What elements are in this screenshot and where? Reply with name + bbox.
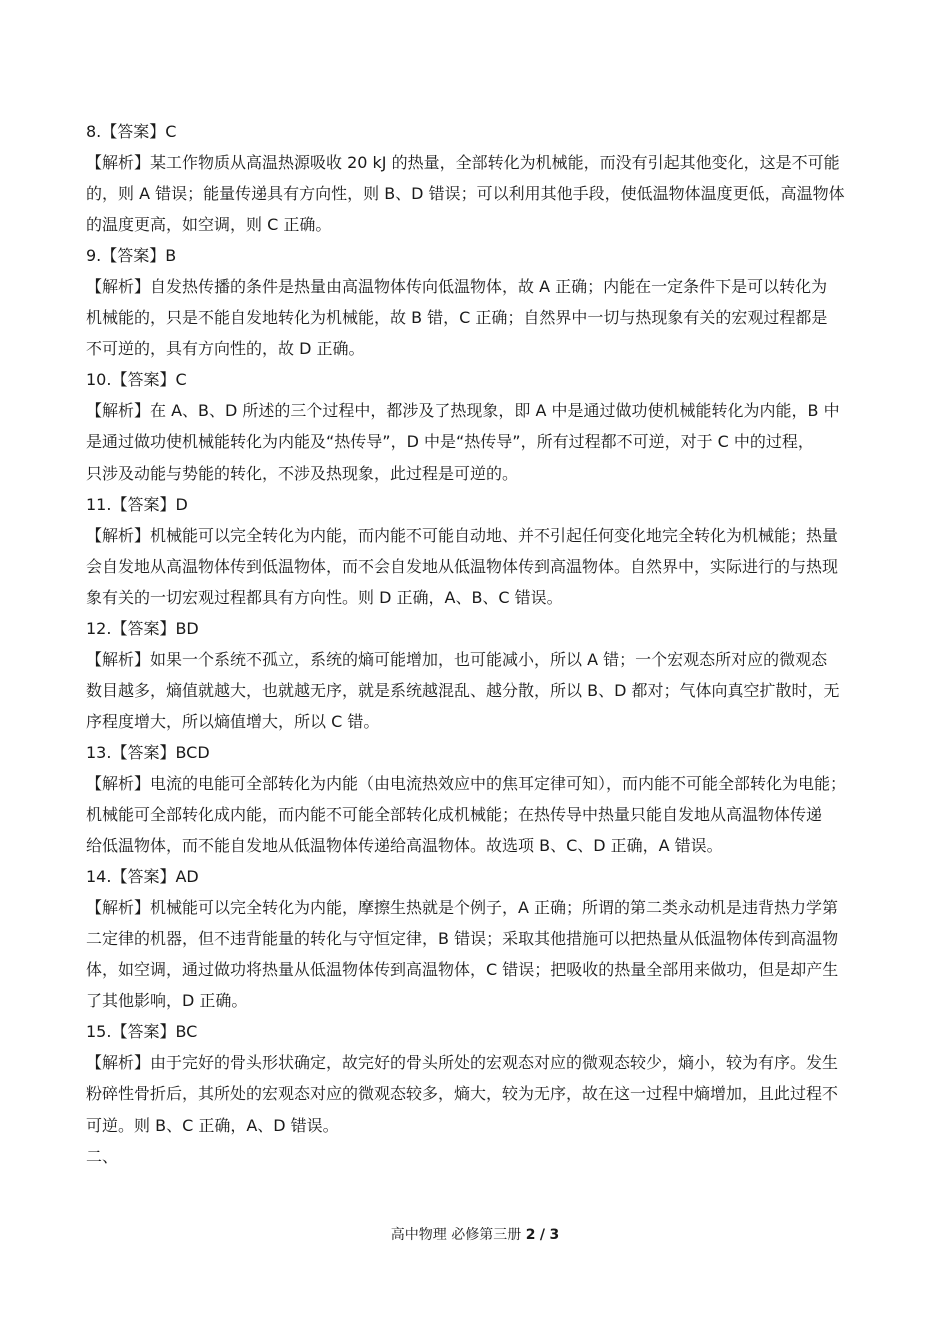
analysis-line: 机械能的，只是不能自发地转化为机械能，故 B 错，C 正确；自然界中一切与热现象有关的宏观过程都是 — [86, 308, 828, 328]
analysis-line: 二定律的机器，但不违背能量的转化与守恒定律，B 错误；采取其他措施可以把热量从低温物体传到高温物 — [86, 929, 839, 949]
analysis-line: 体，如空调，通过做功将热量从低温物体传到高温物体，C 错误；把吸收的热量全部用来做功，但是却产生 — [86, 960, 839, 980]
footer-page-separator: / — [539, 1227, 546, 1243]
answer-item — [86, 116, 878, 240]
answer-line: 8.【答案】C — [86, 122, 177, 141]
answer-item — [86, 737, 878, 861]
analysis-line: 的温度更高，如空调，则 C 正确。 — [86, 215, 332, 235]
analysis-line: 【解析】电流的电能可全部转化为内能（由电流热效应中的焦耳定律可知），而内能不可能全部转化为电能； — [86, 773, 847, 793]
answer-item — [86, 613, 878, 737]
answer-item — [86, 489, 878, 613]
analysis-line: 会自发地从高温物体传到低温物体，而不会自发地从低温物体传到高温物体。自然界中，实际进行的与热现 — [86, 556, 839, 576]
analysis-line: 是通过做功使机械能转化为内能及“热传导”，D 中是“热传导”，所有过程都不可逆，对于 C 中的过程， — [86, 432, 814, 452]
answer-line: 14.【答案】AD — [86, 867, 199, 887]
analysis-line: 给低温物体，而不能自发地从低温物体传递给高温物体。故选项 B、C、D 正确，A 错误。 — [86, 836, 723, 856]
analysis-line: 了其他影响，D 正确。 — [86, 991, 248, 1011]
analysis-line: 的，则 A 错误；能量传递具有方向性，则 B、D 错误；可以利用其他手段，使低温物体温度更低，高温物体 — [86, 184, 845, 204]
analysis-line: 粉碎性骨折后，其所处的宏观态对应的微观态较多，熵大，较为无序，故在这一过程中熵增加，且此过程不 — [86, 1084, 839, 1104]
analysis-line: 【解析】机械能可以完全转化为内能，摩擦生热就是个例子，A 正确；所谓的第二类永动机是违背热力学第 — [86, 898, 839, 918]
answer-line: 13.【答案】BCD — [86, 742, 210, 762]
analysis-line: 象有关的一切宏观过程都具有方向性。则 D 正确，A、B、C 错误。 — [86, 587, 563, 607]
answer-item — [86, 240, 878, 364]
answer-item — [86, 364, 878, 488]
analysis-line: 机械能可全部转化成内能，而内能不可能全部转化成机械能；在热传导中热量只能自发地从高温物体传递 — [86, 805, 823, 825]
analysis-line: 【解析】机械能可以完全转化为内能，而内能不可能自动地、并不引起任何变化地完全转化为机械能；热量 — [86, 525, 839, 545]
answer-item — [86, 1016, 878, 1140]
answer-item — [86, 861, 878, 1016]
footer-title: 高中物理 必修第三册 — [390, 1227, 522, 1243]
analysis-line: 可逆。则 B、C 正确，A、D 错误。 — [86, 1115, 339, 1135]
analysis-line: 不可逆的，具有方向性的，故 D 正确。 — [86, 339, 365, 359]
answer-content — [86, 116, 878, 1172]
analysis-line: 【解析】自发热传播的条件是热量由高温物体传向低温物体，故 A 正确；内能在一定条件下是可以转化为 — [86, 277, 828, 297]
answer-line: 12.【答案】BD — [86, 618, 199, 638]
answer-line: 15.【答案】BC — [86, 1022, 198, 1042]
analysis-line: 只涉及动能与势能的转化，不涉及热现象，此过程是可逆的。 — [86, 463, 519, 483]
answer-line: 9.【答案】B — [86, 246, 177, 266]
page-footer — [0, 1222, 950, 1248]
analysis-line: 数目越多，熵值就越大，也就越无序，就是系统越混乱、越分散，所以 B、D 都对；气体向真空扩散时，无 — [86, 680, 840, 700]
footer-page-current: 2 — [525, 1227, 536, 1243]
analysis-line: 【解析】在 A、B、D 所述的三个过程中，都涉及了热现象，即 A 中是通过做功使机械能转化为内能，B 中 — [86, 401, 840, 421]
analysis-line: 【解析】如果一个系统不孤立，系统的熵可能增加，也可能减小，所以 A 错；一个宏观态所对应的微观态 — [86, 649, 828, 669]
analysis-line: 【解析】由于完好的骨头形状确定，故完好的骨头所处的宏观态对应的微观态较少，熵小，较为有序。发生 — [86, 1053, 839, 1073]
analysis-line: 序程度增大，所以熵值增大，所以 C 错。 — [86, 711, 380, 731]
section-heading: 二、 — [86, 1146, 119, 1166]
analysis-line: 【解析】某工作物质从高温热源吸收 20 kJ 的热量，全部转化为机械能，而没有引起其他变化，这是不可能 — [86, 153, 840, 173]
answer-line: 10.【答案】C — [86, 370, 187, 390]
answer-line: 11.【答案】D — [86, 494, 188, 514]
footer-page-total: 3 — [549, 1227, 560, 1243]
